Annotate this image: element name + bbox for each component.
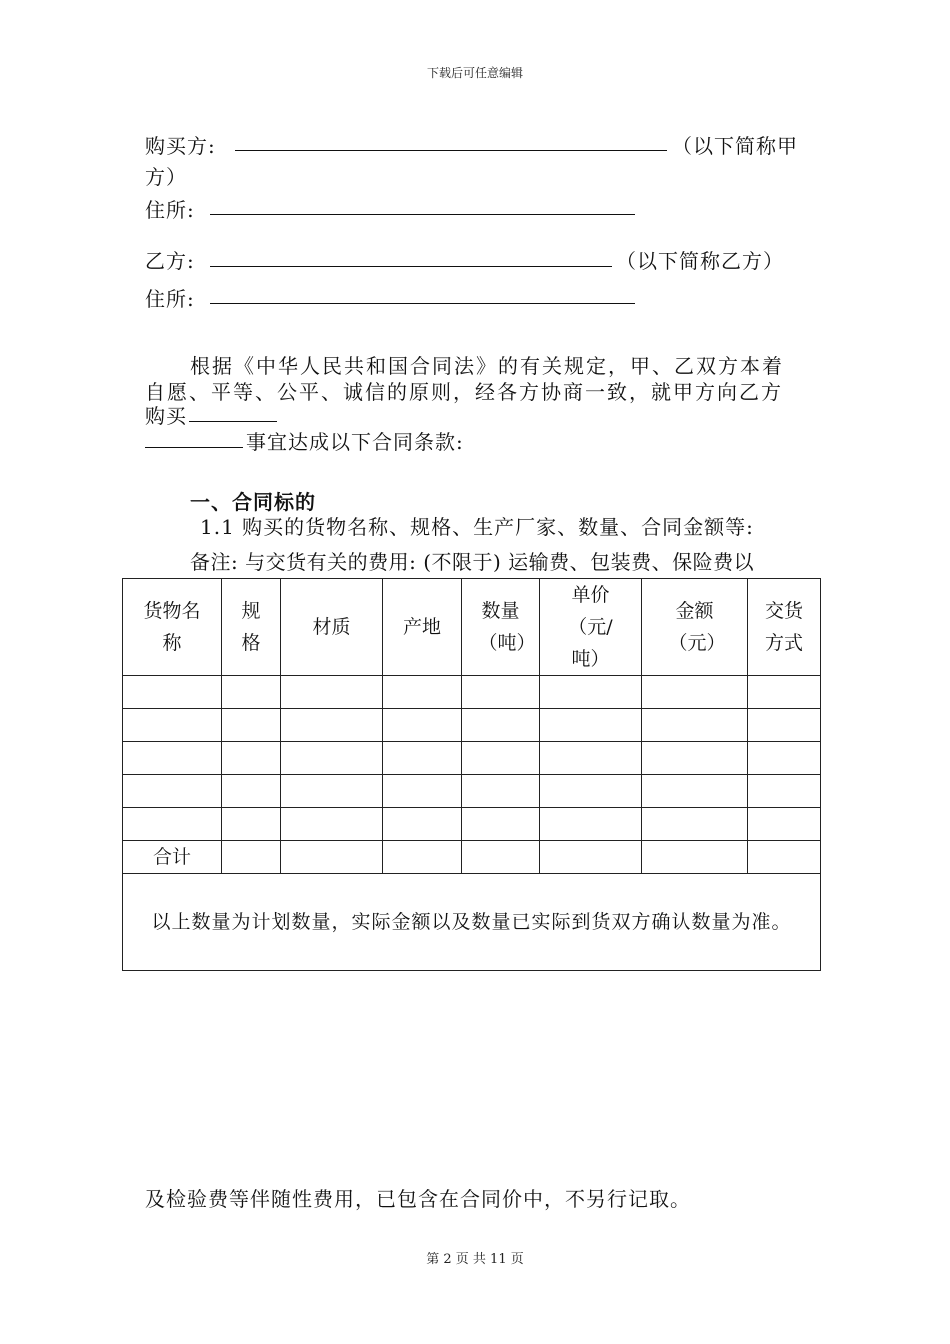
preamble-line-3: 购买 — [145, 404, 187, 428]
buyer-suffix-cont: 方） — [145, 165, 187, 189]
table-row — [123, 709, 821, 742]
table-header-row — [123, 579, 821, 676]
page-header-note: 下载后可任意编辑 — [426, 66, 523, 80]
purchase-item-blank[interactable] — [189, 421, 277, 422]
preamble-line-2: 自愿、平等、公平、诚信的原则，经各方协商一致，就甲方向乙方 — [145, 380, 783, 404]
buyer-suffix: （以下简称甲 — [672, 134, 798, 158]
header-quantity: 数量（吨） — [462, 579, 540, 676]
header-material: 材质 — [281, 579, 383, 676]
remark-continuation: 及检验费等伴随性费用，已包含在合同价中，不另行记取。 — [145, 1187, 691, 1211]
preamble-line-4: 事宜达成以下合同条款: — [246, 430, 464, 454]
header-unit-price: 单价（元/吨） — [540, 579, 642, 676]
table-row — [123, 676, 821, 709]
seller-suffix: （以下简称乙方） — [616, 249, 784, 273]
table-total-row — [123, 841, 821, 874]
header-goods-name: 货物名称 — [123, 579, 222, 676]
section-1-remark: 备注: 与交货有关的费用: (不限于) 运输费、包装费、保险费以 — [190, 550, 755, 574]
purchase-item-blank-2[interactable] — [145, 447, 243, 448]
header-spec: 规格 — [222, 579, 281, 676]
seller-address-label: 住所: — [145, 287, 195, 311]
table-row — [123, 808, 821, 841]
buyer-address-label: 住所: — [145, 198, 195, 222]
header-amount: 金额（元） — [642, 579, 748, 676]
buyer-address-blank[interactable] — [210, 214, 635, 215]
seller-name-blank[interactable] — [210, 266, 612, 267]
table-row — [123, 775, 821, 808]
total-label: 合计 — [123, 841, 222, 874]
preamble-line-1: 根据《中华人民共和国合同法》的有关规定，甲、乙双方本着 — [190, 354, 784, 378]
buyer-label: 购买方: — [145, 134, 216, 158]
seller-address-blank[interactable] — [210, 303, 635, 304]
section-1-item-1: 1.1 购买的货物名称、规格、生产厂家、数量、合同金额等: — [200, 515, 754, 539]
goods-table — [122, 578, 821, 971]
section-1-title: 一、合同标的 — [190, 490, 316, 514]
table-footnote-row — [123, 874, 821, 971]
header-delivery-method: 交货方式 — [748, 579, 821, 676]
seller-label: 乙方: — [145, 249, 195, 273]
table-row — [123, 742, 821, 775]
buyer-name-blank[interactable] — [235, 150, 667, 151]
header-origin: 产地 — [383, 579, 462, 676]
table-footnote: 以上数量为计划数量，实际金额以及数量已实际到货双方确认数量为准。 — [123, 874, 821, 971]
page-footer: 第 2 页 共 11 页 — [426, 1252, 524, 1267]
